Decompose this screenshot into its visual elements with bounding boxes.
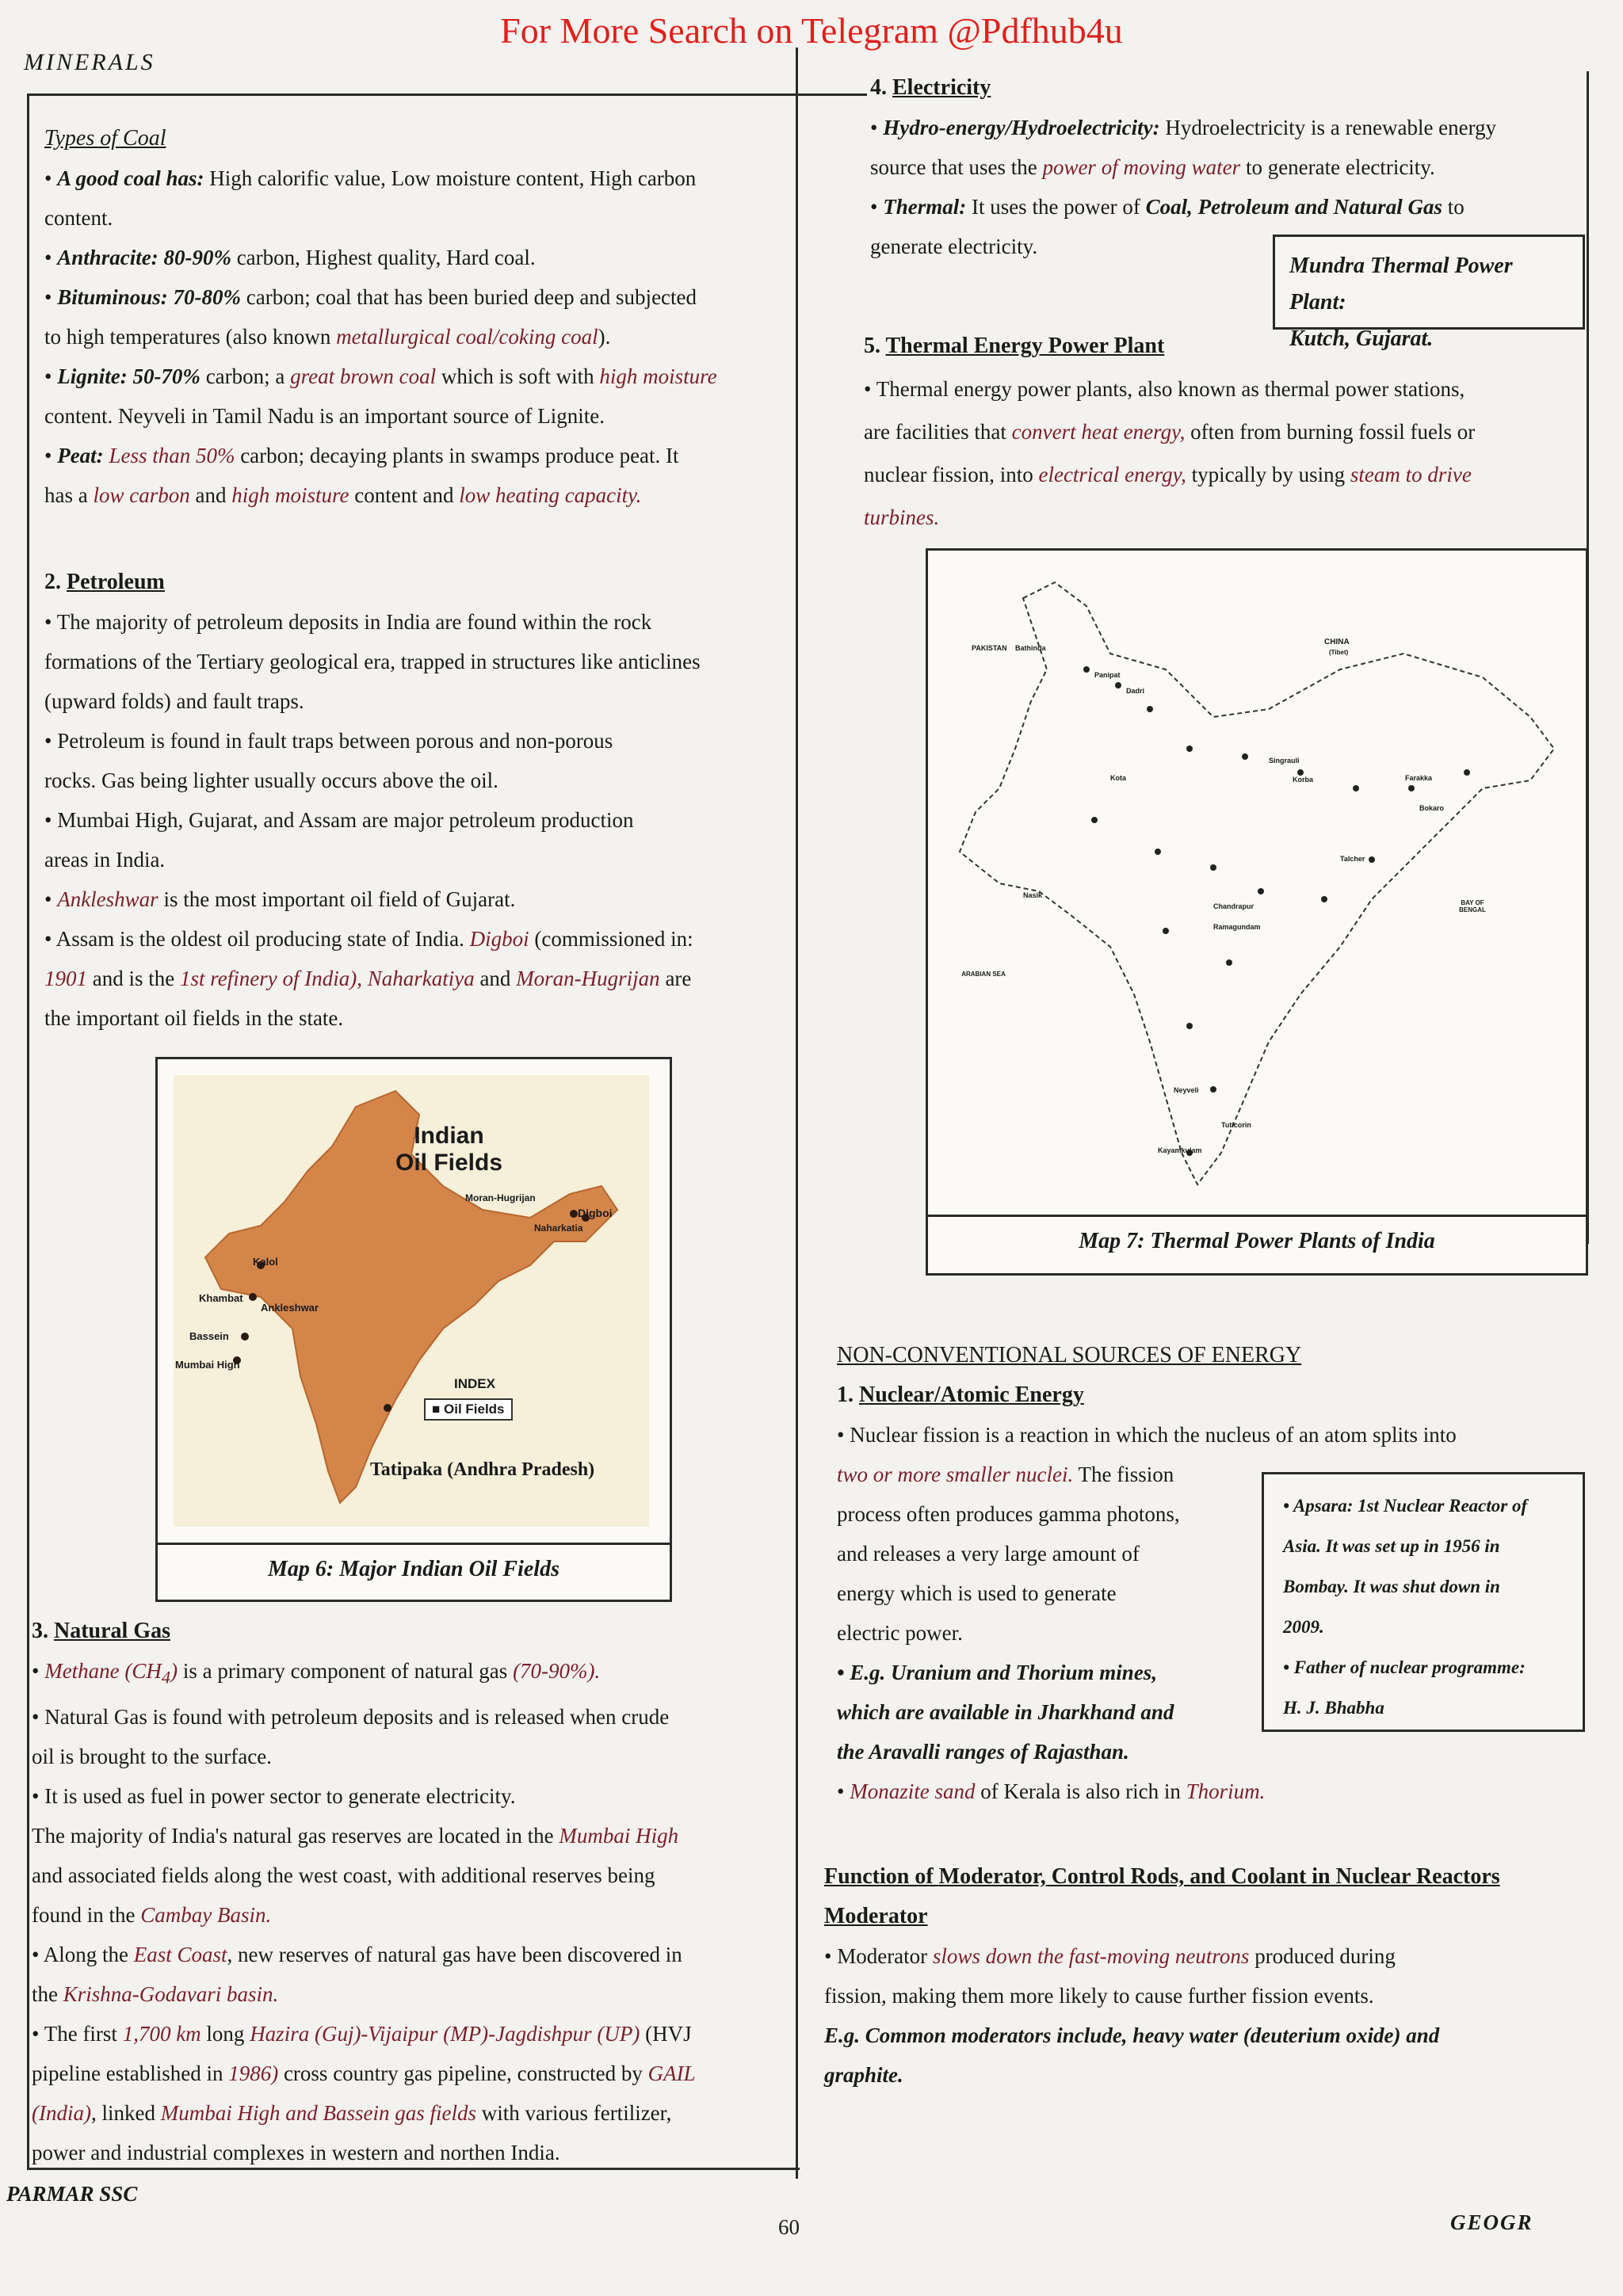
map7-label: Singrauli: [1269, 757, 1300, 765]
nuclear-line: • Monazite sand of Kerala is also rich in Thorium.: [837, 1779, 1266, 1803]
map7-label: Farakka: [1405, 774, 1433, 782]
nuclear-line: the Aravalli ranges of Rajasthan.: [837, 1740, 1129, 1764]
gas-line: oil is brought to the surface.: [32, 1745, 272, 1769]
map6-tatipaka: Tatipaka (Andhra Pradesh): [370, 1459, 595, 1480]
electricity-heading: 4. Electricity: [870, 75, 991, 100]
map6-label: Naharkatia: [534, 1222, 583, 1234]
map6-label: Ankleshwar: [261, 1302, 319, 1314]
map7-label: Kayamkulam: [1158, 1146, 1202, 1154]
petroleum-line: formations of the Tertiary geological era, trapped in structures like anticlines: [44, 650, 701, 673]
map7-label: Kota: [1110, 774, 1126, 782]
petroleum-line: • Mumbai High, Gujarat, and Assam are major petroleum production: [44, 808, 634, 832]
nuclear-line: energy which is used to generate: [837, 1581, 1117, 1605]
nuclear-line: and releases a very large amount of: [837, 1542, 1140, 1566]
gas-line: • The first 1,700 km long Hazira (Guj)-Vijaipur (MP)-Jagdishpur (UP) (HVJ: [32, 2022, 692, 2046]
map7-caption: Map 7: Thermal Power Plants of India: [1079, 1229, 1435, 1253]
petroleum-line: (upward folds) and fault traps.: [44, 689, 304, 713]
map7-label: ARABIAN SEA: [961, 971, 1006, 978]
gas-line: • Along the East Coast, new reserves of natural gas have been discovered in: [32, 1943, 682, 1967]
moderator-line: • Moderator slows down the fast-moving neutrons produced during: [824, 1944, 1396, 1968]
moderator-line: E.g. Common moderators include, heavy water (deuterium oxide) and: [824, 2023, 1440, 2047]
map6-caption: Map 6: Major Indian Oil Fields: [268, 1557, 559, 1581]
map7-label: Nasik: [1023, 891, 1043, 899]
oil-field-dot: [249, 1293, 257, 1301]
petroleum-heading: 2. Petroleum: [44, 570, 165, 594]
assam-line: 1901 and is the 1st refinery of India), Naharkatiya and Moran-Hugrijan are: [44, 967, 692, 990]
gas-line: (India), linked Mumbai High and Bassein gas fields with various fertilizer,: [32, 2101, 672, 2126]
footer-subject: GEOGR: [1450, 2210, 1533, 2234]
map7-label: Bokaro: [1419, 804, 1445, 812]
thermal-line: nuclear fission, into electrical energy, typically by using steam to drive: [864, 463, 1472, 486]
india-outline: [960, 582, 1554, 1184]
map7-label: CHINA: [1324, 638, 1350, 646]
map6-label: Khambat: [199, 1292, 243, 1304]
map7-label: Tuticorin: [1221, 1121, 1251, 1129]
thermal-heading: 5. Thermal Energy Power Plant: [864, 334, 1165, 358]
left-column: [44, 119, 805, 515]
coal-line: • Anthracite: 80-90% carbon, Highest quality, Hard coal.: [44, 246, 536, 269]
function-heading: Function of Moderator, Control Rods, and Coolant in Nuclear Reactors: [824, 1864, 1500, 1889]
gas-line: the Krishna-Godavari basin.: [32, 1982, 279, 2007]
map7-label: Neyveli: [1174, 1086, 1199, 1094]
gas-line: power and industrial complexes in western and northen India.: [32, 2141, 560, 2165]
petroleum-line: • Petroleum is found in fault traps between porous and non-porous: [44, 729, 613, 753]
page-number: 60: [778, 2215, 800, 2239]
coal-line: • Bituminous: 70-80% carbon; coal that has been buried deep and subjected: [44, 285, 697, 309]
coal-heading: Types of Coal: [44, 126, 166, 151]
coal-line: • A good coal has: High calorific value, Low moisture content, High carbon: [44, 166, 697, 190]
map7-label: Panipat: [1094, 671, 1121, 679]
nuclear-line: two or more smaller nuclei. The fission: [837, 1463, 1174, 1486]
map7-label: Chandrapur: [1213, 902, 1254, 910]
elec-line: source that uses the power of moving water to generate electricity.: [870, 155, 1435, 179]
map7-label: Ramagundam: [1213, 923, 1261, 931]
nuclear-line: electric power.: [837, 1621, 963, 1645]
moderator-section: [824, 1857, 1599, 2095]
gas-line: The majority of India's natural gas reserves are located in the Mumbai High: [32, 1824, 679, 1848]
map6-label: Moran-Hugrijan: [465, 1192, 536, 1203]
map7-label: Bathinda: [1015, 644, 1046, 652]
elec-line: • Thermal: It uses the power of Coal, Petroleum and Natural Gas to: [870, 195, 1465, 219]
nuclear-line: process often produces gamma photons,: [837, 1502, 1180, 1526]
moderator-line: graphite.: [824, 2063, 903, 2087]
coal-line: • Peat: Less than 50% carbon; decaying plants in swamps produce peat. It: [44, 444, 679, 467]
coal-line: • Lignite: 50-70% carbon; a great brown coal which is soft with high moisture: [44, 364, 717, 388]
running-header: MINERALS: [24, 49, 155, 75]
moderator-heading: Moderator: [824, 1904, 928, 1928]
gas-line: • Natural Gas is found with petroleum deposits and is released when crude: [32, 1705, 670, 1730]
gas-line: and associated fields along the west coast, with additional reserves being: [32, 1863, 655, 1888]
elec-line: • Hydro-energy/Hydroelectricity: Hydroelectricity is a renewable energy: [870, 116, 1497, 139]
map6-label: Digboi: [578, 1207, 613, 1219]
petroleum-section: [44, 563, 805, 1038]
map6-index-item: ■ Oil Fields: [424, 1398, 513, 1421]
thermal-line: are facilities that convert heat energy, often from burning fossil fuels or: [864, 420, 1476, 444]
oil-field-dot: [241, 1333, 249, 1341]
map7-frame: [926, 548, 1588, 1276]
map7-label: Talcher: [1340, 855, 1365, 863]
thermal-line: turbines.: [864, 505, 940, 529]
nuclear-line: which are available in Jharkhand and: [837, 1700, 1174, 1724]
coal-line: content. Neyveli in Tamil Nadu is an important source of Lignite.: [44, 404, 605, 428]
gas-line: found in the Cambay Basin.: [32, 1903, 272, 1928]
map6-label: Kalol: [253, 1256, 278, 1268]
gas-line: pipeline established in 1986) cross country gas pipeline, constructed by GAIL: [32, 2061, 696, 2086]
footer-publisher: PARMAR SSC: [6, 2182, 138, 2206]
oil-field-dot: [384, 1404, 391, 1412]
petroleum-line: • The majority of petroleum deposits in India are found within the rock: [44, 610, 652, 634]
map6-label: Mumbai High: [175, 1359, 240, 1371]
map7-label: (Tibet): [1329, 649, 1349, 656]
coal-line: to high temperatures (also known metallurgical coal/coking coal).: [44, 325, 611, 349]
elec-line: generate electricity.: [870, 235, 1038, 258]
nuclear-line: • Nuclear fission is a reaction in which the nucleus of an atom splits into: [837, 1423, 1457, 1447]
map6-frame: [155, 1057, 672, 1602]
apsara-box: • Apsara: 1st Nuclear Reactor of Asia. It was set up in 1956 in Bombay. It was shut down in 2009. • Father of nuclear programme: H. J. Bhabha: [1262, 1472, 1585, 1732]
map6-index-title: INDEX: [454, 1376, 495, 1391]
petroleum-line: areas in India.: [44, 848, 166, 871]
map7-label: Korba: [1293, 776, 1314, 784]
nuclear-heading: 1. Nuclear/Atomic Energy: [837, 1383, 1084, 1407]
nuclear-line: • E.g. Uranium and Thorium mines,: [837, 1661, 1158, 1684]
map7-label: Dadri: [1126, 687, 1145, 695]
oil-field-dot: [570, 1210, 578, 1218]
map7-label: BAY OF BENGAL: [1459, 899, 1486, 913]
thermal-section: [864, 325, 1601, 539]
map6-title: Indian Oil Fields: [395, 1123, 503, 1176]
ankleshwar-line: • Ankleshwar is the most important oil field of Gujarat.: [44, 887, 516, 911]
gas-heading: 3. Natural Gas: [32, 1619, 170, 1643]
gas-line: • It is used as fuel in power sector to generate electricity.: [32, 1784, 516, 1809]
telegram-banner: For More Search on Telegram @Pdfhub4u: [500, 10, 1123, 51]
assam-line: the important oil fields in the state.: [44, 1006, 344, 1030]
natural-gas-section: [32, 1611, 796, 2172]
coal-line: has a low carbon and high moisture content and low heating capacity.: [44, 483, 642, 507]
gas-line: • Methane $(CH_4)$ is a primary component of natural gas (70-90%).: [32, 1659, 601, 1688]
ncse-heading: NON-CONVENTIONAL SOURCES OF ENERGY: [837, 1343, 1302, 1367]
petroleum-line: rocks. Gas being lighter usually occurs above the oil.: [44, 769, 498, 792]
moderator-line: fission, making them more likely to cause further fission events.: [824, 1984, 1374, 2008]
coal-line: content.: [44, 206, 113, 230]
map6-label: Bassein: [189, 1330, 229, 1342]
thermal-line: • Thermal energy power plants, also known as thermal power stations,: [864, 377, 1465, 401]
map7-label: PAKISTAN: [972, 644, 1007, 652]
mundra-box: Mundra Thermal Power Plant: Kutch, Gujarat.: [1273, 235, 1585, 330]
assam-line: • Assam is the oldest oil producing state of India. Digboi (commissioned in:: [44, 927, 693, 951]
